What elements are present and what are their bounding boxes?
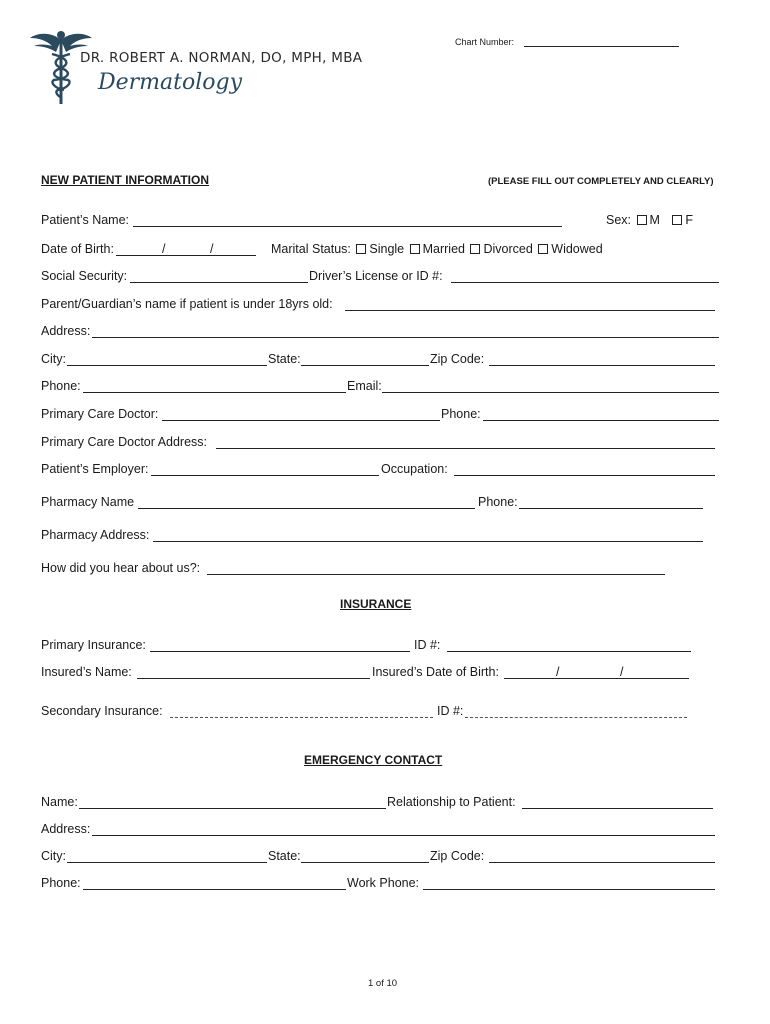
divorced-label: Divorced xyxy=(483,242,533,256)
pcp-phone-field[interactable] xyxy=(483,420,719,421)
ec-address-label: Address: xyxy=(41,822,91,836)
ssn-field[interactable] xyxy=(130,282,308,283)
ec-work-phone-field[interactable] xyxy=(423,889,715,890)
marital-group xyxy=(271,242,603,257)
chart-number-label: Chart Number: xyxy=(455,37,515,47)
dob-field[interactable] xyxy=(116,255,256,256)
insured-dob-slash-1: / xyxy=(556,665,560,679)
sex-f-label: F xyxy=(685,213,693,227)
ec-state-label: State: xyxy=(268,849,301,863)
widowed-label: Widowed xyxy=(551,242,603,256)
zip-field[interactable] xyxy=(489,365,715,366)
married-checkbox[interactable] xyxy=(410,244,420,254)
address-label: Address: xyxy=(41,324,91,338)
pcp-address-field[interactable] xyxy=(216,448,715,449)
sex-label: Sex: xyxy=(606,213,632,227)
logo-doctor-name: DR. ROBERT A. NORMAN, DO, MPH, MBA xyxy=(80,50,363,66)
ec-address-field[interactable] xyxy=(92,835,715,836)
pharmacy-name-field[interactable] xyxy=(138,508,475,509)
new-patient-heading: NEW PATIENT INFORMATION xyxy=(41,173,209,187)
primary-insurance-field[interactable] xyxy=(150,651,410,652)
ec-phone-label: Phone: xyxy=(41,876,81,890)
insured-dob-slash-2: / xyxy=(620,665,624,679)
relationship-label: Relationship to Patient: xyxy=(387,795,516,809)
occupation-field[interactable] xyxy=(454,475,715,476)
secondary-id-label: ID #: xyxy=(437,704,464,718)
patient-name-field[interactable] xyxy=(133,226,562,227)
pharmacy-name-label: Pharmacy Name xyxy=(41,495,135,509)
ec-phone-field[interactable] xyxy=(83,889,346,890)
secondary-insurance-label: Secondary Insurance: xyxy=(41,704,163,718)
patient-name-label: Patient’s Name: xyxy=(41,213,130,227)
insured-name-field[interactable] xyxy=(137,678,370,679)
zip-label: Zip Code: xyxy=(430,352,485,366)
marital-label: Marital Status: xyxy=(271,242,351,256)
pharmacy-phone-field[interactable] xyxy=(519,508,703,509)
state-field[interactable] xyxy=(301,365,429,366)
ec-city-label: City: xyxy=(41,849,66,863)
relationship-field[interactable] xyxy=(522,808,713,809)
pcp-address-label: Primary Care Doctor Address: xyxy=(41,435,208,449)
sex-m-label: M xyxy=(649,213,660,227)
employer-field[interactable] xyxy=(151,475,379,476)
ec-zip-field[interactable] xyxy=(489,862,715,863)
ec-city-field[interactable] xyxy=(67,862,267,863)
phone-label: Phone: xyxy=(41,379,81,393)
email-field[interactable] xyxy=(382,392,719,393)
page-number: 1 of 10 xyxy=(368,978,398,989)
emergency-heading: EMERGENCY CONTACT xyxy=(304,753,443,767)
primary-insurance-label: Primary Insurance: xyxy=(41,638,146,652)
phone-field[interactable] xyxy=(83,392,346,393)
license-label: Driver’s License or ID #: xyxy=(309,269,443,283)
pharmacy-phone-label: Phone: xyxy=(478,495,518,509)
pcp-label: Primary Care Doctor: xyxy=(41,407,159,421)
pharmacy-address-label: Pharmacy Address: xyxy=(41,528,150,542)
sex-f-checkbox[interactable] xyxy=(672,215,682,225)
employer-label: Patient’s Employer: xyxy=(41,462,149,476)
hear-field[interactable] xyxy=(207,574,665,575)
ec-work-phone-label: Work Phone: xyxy=(347,876,420,890)
logo-subtitle: Dermatology xyxy=(98,70,243,95)
dob-label: Date of Birth: xyxy=(41,242,114,256)
widowed-checkbox[interactable] xyxy=(538,244,548,254)
insured-dob-field[interactable] xyxy=(504,678,689,679)
state-label: State: xyxy=(268,352,301,366)
married-label: Married xyxy=(422,242,465,256)
pcp-phone-label: Phone: xyxy=(441,407,481,421)
logo xyxy=(28,26,363,108)
pcp-field[interactable] xyxy=(162,420,440,421)
insured-dob-label: Insured’s Date of Birth: xyxy=(372,665,499,679)
ec-name-label: Name: xyxy=(41,795,78,809)
ec-zip-label: Zip Code: xyxy=(430,849,485,863)
email-label: Email: xyxy=(347,379,382,393)
guardian-field[interactable] xyxy=(345,310,715,311)
hear-label: How did you hear about us?: xyxy=(41,561,201,575)
ssn-label: Social Security: xyxy=(41,269,128,283)
guardian-label: Parent/Guardian’s name if patient is under 18yrs old: xyxy=(41,297,333,311)
dob-slash-1: / xyxy=(162,242,166,256)
secondary-id-field[interactable] xyxy=(465,717,687,718)
occupation-label: Occupation: xyxy=(381,462,448,476)
address-field[interactable] xyxy=(92,337,719,338)
instruction-text: (PLEASE FILL OUT COMPLETELY AND CLEARLY) xyxy=(488,176,714,187)
pharmacy-address-field[interactable] xyxy=(153,541,703,542)
ec-state-field[interactable] xyxy=(301,862,429,863)
dob-slash-2: / xyxy=(210,242,214,256)
primary-id-label: ID #: xyxy=(414,638,441,652)
city-field[interactable] xyxy=(67,365,267,366)
primary-id-field[interactable] xyxy=(447,651,691,652)
single-label: Single xyxy=(369,242,405,256)
secondary-insurance-field[interactable] xyxy=(170,717,433,718)
ec-name-field[interactable] xyxy=(79,808,386,809)
license-field[interactable] xyxy=(451,282,719,283)
single-checkbox[interactable] xyxy=(356,244,366,254)
chart-number-field[interactable] xyxy=(524,46,679,47)
sex-m-checkbox[interactable] xyxy=(637,215,647,225)
insured-name-label: Insured’s Name: xyxy=(41,665,132,679)
caduceus-icon xyxy=(28,26,94,108)
city-label: City: xyxy=(41,352,66,366)
divorced-checkbox[interactable] xyxy=(470,244,480,254)
sex-group xyxy=(606,213,693,228)
insurance-heading: INSURANCE xyxy=(340,597,412,611)
